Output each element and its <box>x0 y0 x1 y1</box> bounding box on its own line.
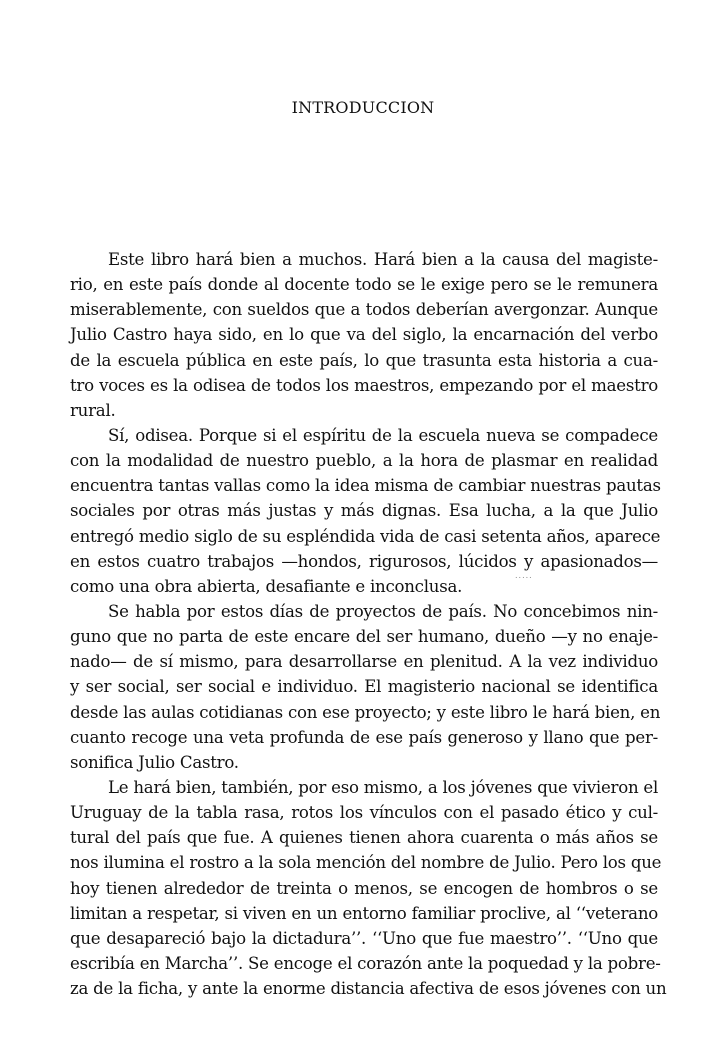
text-line: Sí, odisea. Porque si el espíritu de la escuela nueva se compadece <box>108 425 658 445</box>
text-line: rio, en este país donde al docente todo se le exige pero se le remunera <box>70 275 658 295</box>
text-line: desde las aulas cotidianas con ese proyecto; y este libro le hará bien, en <box>70 702 661 722</box>
text-line: y ser social, ser social e individuo. El magisterio nacional se identifica <box>70 677 658 697</box>
text-line: cuanto recoge una veta profunda de ese país generoso y llano que per- <box>70 727 658 747</box>
paragraph-1 <box>70 247 658 423</box>
text-line: nado— de sí mismo, para desarrollarse en plenitud. A la vez individuo <box>70 652 658 672</box>
text-line: Este libro hará bien a muchos. Hará bien a la causa del magiste- <box>108 250 658 269</box>
paragraph-4 <box>70 775 667 1001</box>
text-line: escribía en Marcha’’. Se encoge el corazón ante la poquedad y la pobre- <box>70 953 661 973</box>
text-line: Le hará bien, también, por eso mismo, a los jóvenes que vivieron el <box>108 777 659 797</box>
paragraph-2 <box>70 423 661 599</box>
text-line: tural del país que fue. A quienes tienen ahora cuarenta o más años se <box>70 828 658 848</box>
text-line: nos ilumina el rostro a la sola mención del nombre de Julio. Pero los que <box>70 853 662 873</box>
stray-scan-mark: ..... <box>515 571 533 580</box>
page-title: INTRODUCCION <box>291 98 435 117</box>
text-line: rural. <box>70 400 116 420</box>
text-line: de la escuela pública en este país, lo que trasunta esta historia a cua- <box>70 350 658 370</box>
text-line: encuentra tantas vallas como la idea misma de cambiar nuestras pautas <box>70 476 661 496</box>
text-line: miserablemente, con sueldos que a todos deberían avergonzar. Aunque <box>70 300 658 320</box>
text-line: en estos cuatro trabajos —hondos, rigurosos, lúcidos y apasionados— <box>70 551 658 571</box>
text-line: za de la ficha, y ante la enorme distancia afectiva de esos jóvenes con un <box>70 979 667 999</box>
body-text <box>70 247 667 1001</box>
text-line: limitan a respetar, si viven en un entorno familiar proclive, al ‘‘veterano <box>70 903 658 923</box>
text-line: como una obra abierta, desafiante e inconclusa. <box>70 576 463 596</box>
text-line: sociales por otras más justas y más dignas. Esa lucha, a la que Julio <box>70 501 658 521</box>
text-line: guno que no parta de este encare del ser humano, dueño —y no enaje- <box>70 627 658 647</box>
text-line: Uruguay de la tabla rasa, rotos los vínculos con el pasado ético y cul- <box>70 803 658 823</box>
text-line: Julio Castro haya sido, en lo que va del siglo, la encarnación del verbo <box>70 325 658 345</box>
text-line: sonifica Julio Castro. <box>70 752 239 772</box>
text-line: con la modalidad de nuestro pueblo, a la hora de plasmar en realidad <box>70 451 658 471</box>
text-line: Se habla por estos días de proyectos de país. No concebimos nin- <box>108 601 658 621</box>
text-line: entregó medio siglo de su espléndida vida de casi setenta años, aparece <box>70 526 661 546</box>
paragraph-3 <box>70 599 661 775</box>
text-line: hoy tienen alrededor de treinta o menos, se encogen de hombros o se <box>70 878 658 898</box>
text-line: que desapareció bajo la dictadura’’. ‘‘Uno que fue maestro’’. ‘‘Uno que <box>70 928 658 948</box>
text-line: tro voces es la odisea de todos los maestros, empezando por el maestro <box>70 375 658 395</box>
